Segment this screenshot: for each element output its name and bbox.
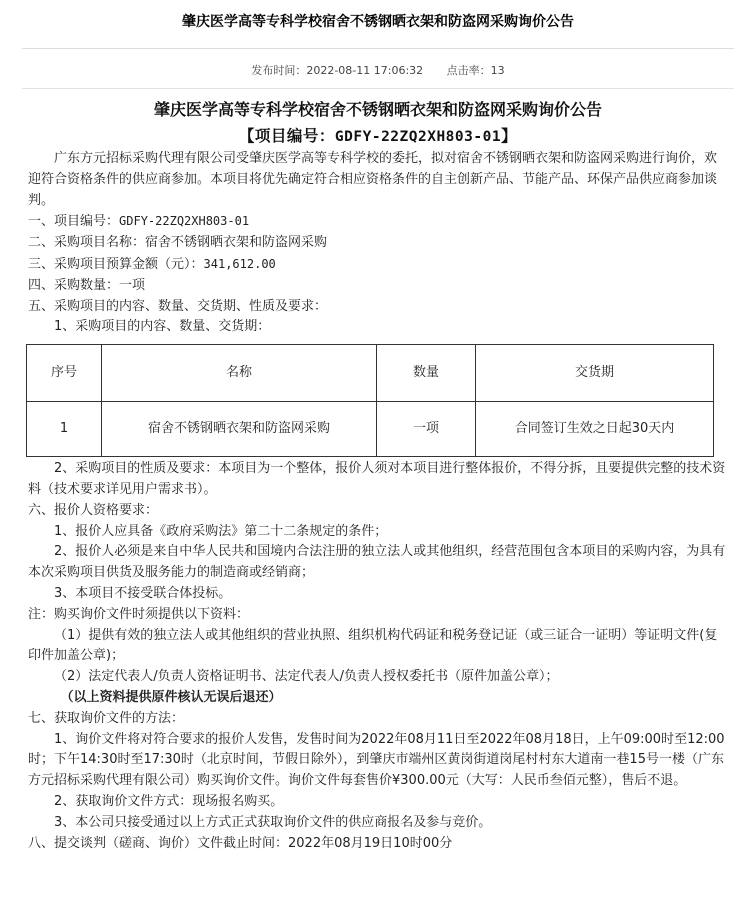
- intro-paragraph: 广东方元招标采购代理有限公司受肇庆医学高等专科学校的委托，拟对宿舍不锈钢晒衣架和防盗网采购进行询价，欢迎符合资格条件的供应商参加。本项目将优先确定符合相应资格条件的自主创新产品、节能产品、环保产品供应商参加谈判。: [28, 151, 718, 208]
- article-body: [0, 97, 756, 854]
- section-project-number-value: GDFY-22ZQ2XH803-01: [119, 214, 250, 229]
- article-title: 肇庆医学高等专科学校宿舍不锈钢晒衣架和防盗网采购询价公告: [153, 100, 602, 119]
- obtain-docs-item-3: 3、本公司只接受通过以上方式正式获取询价文件的供应商报名及参与竞价。: [54, 814, 492, 830]
- section-project-number-label: 一、项目编号：: [28, 214, 120, 230]
- items-table: [26, 344, 714, 457]
- section-content-sub1: 1、采购项目的内容、数量、交货期：: [54, 319, 271, 335]
- table-header-cell: 序号: [27, 345, 102, 402]
- page-header-title: 肇庆医学高等专科学校宿舍不锈钢晒衣架和防盗网采购询价公告: [182, 14, 574, 30]
- table-header-row: [27, 345, 714, 402]
- meta-divider: [22, 88, 734, 89]
- project-number-heading: [28, 123, 728, 149]
- section-budget-value: 341,612.00: [203, 256, 276, 271]
- project-number: GDFY-22ZQ2XH803-01: [334, 129, 502, 145]
- project-number-suffix: 】: [501, 127, 518, 145]
- section-quantity: 四、采购数量：一项: [28, 277, 146, 293]
- table-row: [27, 402, 714, 457]
- publish-time: 发布时间：2022-08-11 17:06:32: [251, 64, 424, 77]
- section-deadline: 八、提交谈判（磋商、询价）文件截止时间：2022年08月19日10时00分: [28, 835, 453, 851]
- note-item-2: （2）法定代表人/负责人资格证明书、法定代表人/负责人授权委托书（原件加盖公章）；: [54, 669, 559, 685]
- qualification-item-3: 3、本项目不接受联合体投标。: [54, 585, 232, 601]
- obtain-docs-item-2: 2、获取询价文件方式：现场报名购买。: [54, 793, 284, 809]
- obtain-docs-item-1: 1、询价文件将对符合要求的报价人发售，发售时间为2022年08月11日至2022年08月18日，上午09:00时至12:00时；下午14:30时至17:30时（北京时间，节假日除外），到肇庆市端州区黄岗街道岗尾村村东大道南一巷15号一楼（广东方元招标采购代理有限公司）购买询价文件。询价文件每套售价¥300.00元（大写：人民币叁佰元整），售后不退。: [28, 731, 725, 789]
- table-cell: 一项: [377, 402, 476, 457]
- table-cell: 1: [27, 402, 102, 457]
- note-heading: 注：购买询价文件时须提供以下资料：: [28, 606, 250, 622]
- qualification-item-1: 1、报价人应具备《政府采购法》第二十二条规定的条件；: [54, 523, 388, 539]
- section-obtain-docs: 七、获取询价文件的方法：: [28, 710, 185, 726]
- section-project-number: [28, 211, 728, 233]
- section-budget-label: 三、采购项目预算金额（元）：: [28, 256, 204, 272]
- qualification-item-2: 2、报价人必须是来自中华人民共和国境内合法注册的独立法人或其他组织，经营范围包含本项目的采购内容，为具有本次采购项目供货及服务能力的制造商或经销商；: [28, 544, 726, 581]
- table-cell: 合同签订生效之日起30天内: [476, 402, 714, 457]
- project-number-prefix: 【项目编号：: [238, 127, 335, 145]
- article-meta: [0, 62, 756, 82]
- header-divider: [22, 48, 734, 49]
- note-item-1: （1）提供有效的独立法人或其他组织的营业执照、组织机构代码证和税务登记证（或三证合一证明）等证明文件(复印件加盖公章)；: [28, 627, 718, 664]
- click-count: 点击率：13: [446, 64, 505, 77]
- section-qualification: 六、报价人资格要求：: [28, 502, 159, 518]
- note-bold-remark: （以上资料提供原件核认无误后退还）: [60, 689, 282, 705]
- table-cell: 宿舍不锈钢晒衣架和防盗网采购: [102, 402, 377, 457]
- section-content-sub2: 2、采购项目的性质及要求：本项目为一个整体，报价人须对本项目进行整体报价，不得分拆，且要提供完整的技术资料（技术要求详见用户需求书）。: [28, 461, 726, 497]
- section-content: 五、采购项目的内容、数量、交货期、性质及要求：: [28, 298, 328, 314]
- table-header-cell: 名称: [102, 345, 377, 402]
- table-header-cell: 数量: [377, 345, 476, 402]
- section-budget: [28, 254, 728, 276]
- table-header-cell: 交货期: [476, 345, 714, 402]
- section-project-name: 二、采购项目名称：宿舍不锈钢晒衣架和防盗网采购: [28, 235, 328, 251]
